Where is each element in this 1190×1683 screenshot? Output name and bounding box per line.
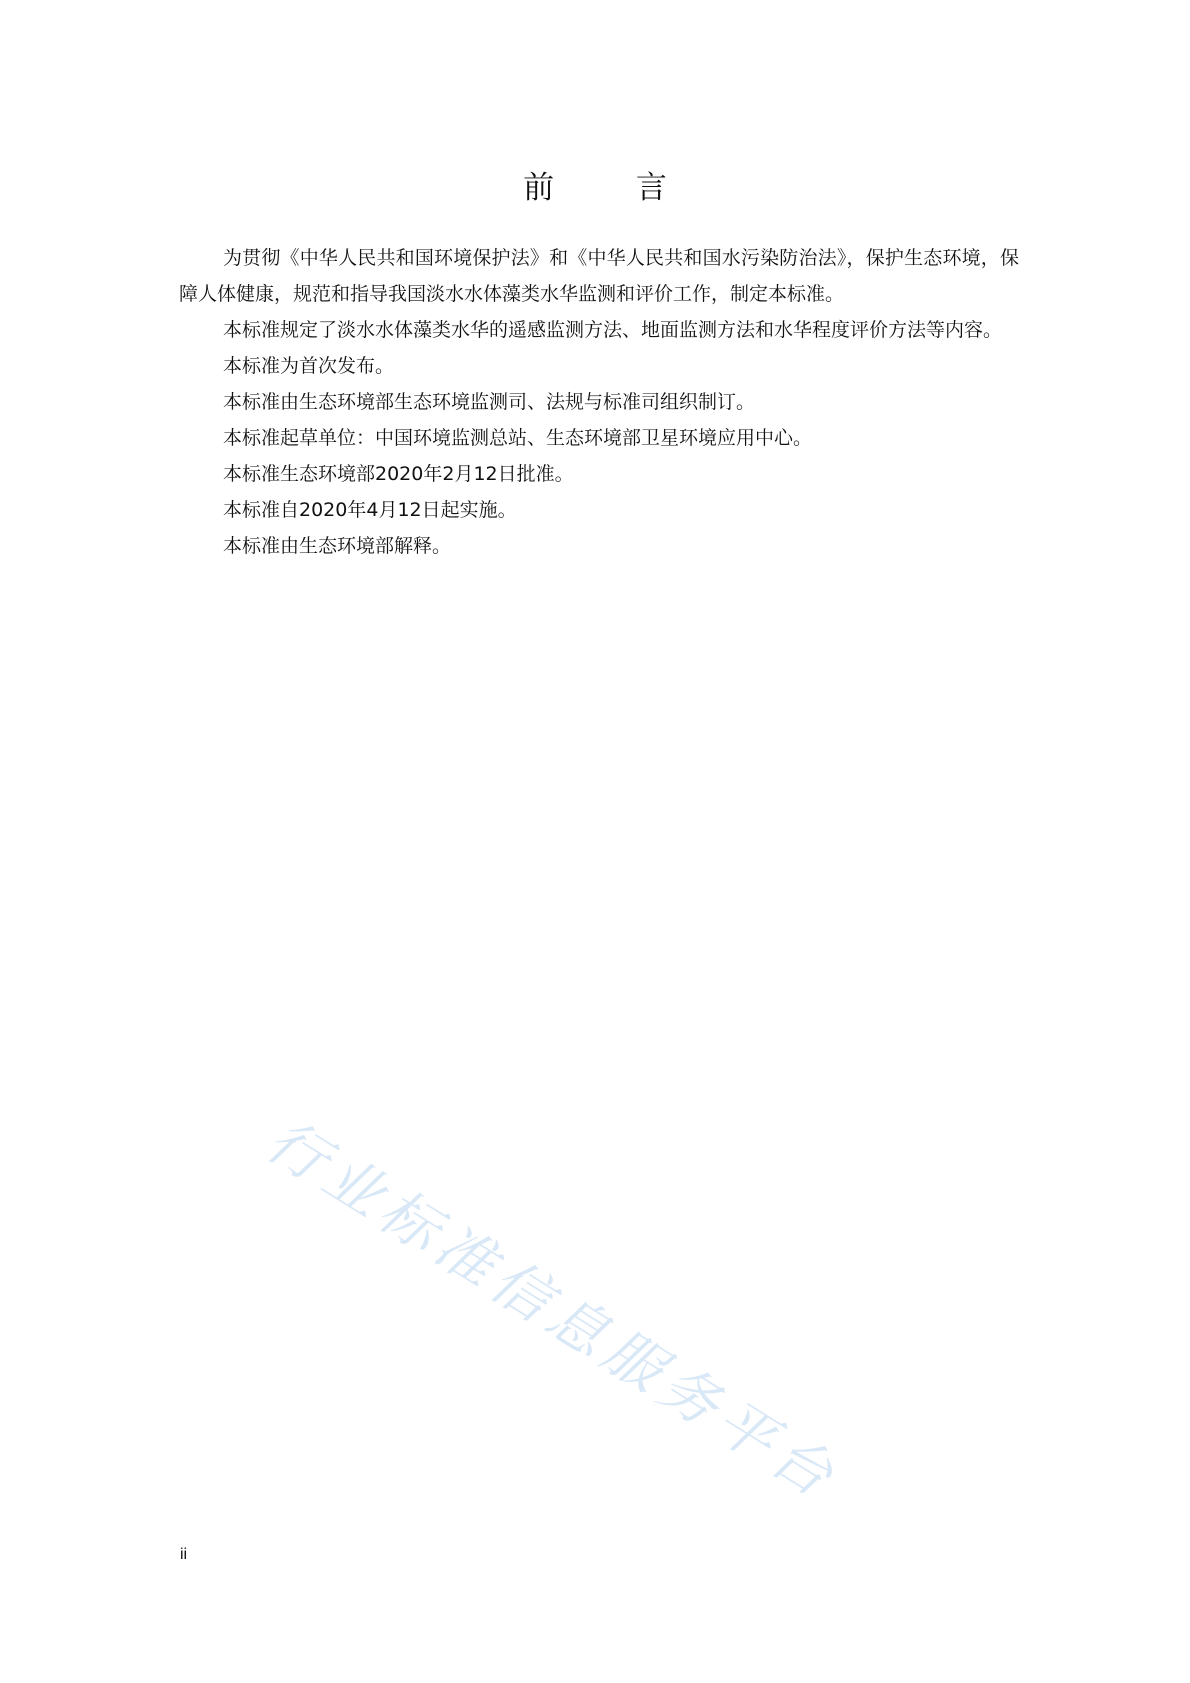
paragraph-scope: 本标准规定了淡水水体藻类水华的遥感监测方法、地面监测方法和水华程度评价方法等内容。 (223, 319, 1003, 341)
paragraph-interpretation: 本标准由生态环境部解释。 (223, 535, 452, 557)
page-number: ii (180, 1546, 188, 1563)
paragraph-first-release: 本标准为首次发布。 (223, 355, 395, 377)
page-title: 前 言 (523, 170, 703, 206)
paragraph-purpose: 为贯彻《中华人民共和国环境保护法》和《中华人民共和国水污染防治法》，保护生态环境，保障人体健康，规范和指导我国淡水水体藻类水华监测和评价工作，制定本标准。 (179, 247, 1019, 305)
paragraph-drafting-units: 本标准起草单位：中国环境监测总站、生态环境部卫星环境应用中心。 (223, 427, 813, 449)
paragraph-approval-date: 本标准生态环境部2020年2月12日批准。 (223, 463, 574, 485)
foreword-body (179, 240, 1019, 564)
watermark-text: 行业标准信息服务平台 (255, 1106, 851, 1514)
paragraph-effective-date: 本标准自2020年4月12日起实施。 (223, 499, 517, 521)
paragraph-organizer: 本标准由生态环境部生态环境监测司、法规与标准司组织制订。 (223, 391, 756, 413)
